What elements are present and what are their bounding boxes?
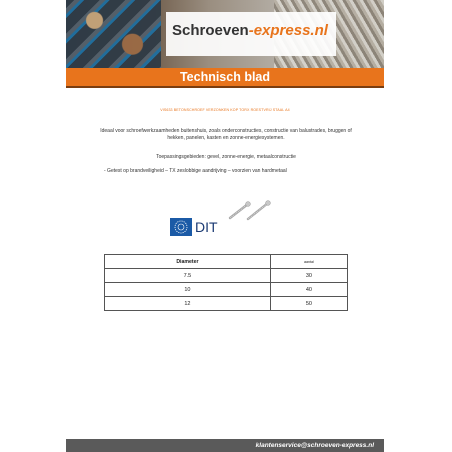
product-features: - Getest op brandveiligheid – TX zeslobbige aandrijving – voorzien van hardmetaal	[104, 168, 287, 174]
spec-table	[104, 254, 348, 311]
title-underline	[66, 86, 384, 88]
column-header-diameter: Diameter	[105, 255, 271, 269]
table-cell-diameter: 10	[105, 283, 271, 297]
screw-left	[230, 202, 250, 218]
table-row	[105, 269, 348, 283]
dit-certification-icon	[170, 218, 192, 236]
table-cell-diameter: 7.5	[105, 269, 271, 283]
title-bar	[66, 68, 384, 86]
column-header-aantal: aantal	[270, 255, 347, 269]
table-row	[105, 297, 348, 311]
table-cell-aantal: 30	[270, 269, 347, 283]
product-description: Ideaal voor schroefwerkzaamheden buitenshuis, zoals onderconstructies, constructie van balustrades, bruggen of hekken, panelen, kasten en zonne-energiesystemen.	[100, 128, 352, 141]
footer-bar	[66, 439, 384, 452]
footer-email-link[interactable]: klantenservice@schroeven-express.nl	[255, 442, 374, 449]
logo-main-text: Schroeven	[172, 22, 249, 39]
product-applications: Toepassingsgebieden: gevel, zonne-energie, metaalconstructie	[156, 154, 296, 160]
dit-certification-label: DIT	[195, 219, 218, 235]
table-row	[105, 283, 348, 297]
table-cell-aantal: 40	[270, 283, 347, 297]
table-cell-aantal: 50	[270, 297, 347, 311]
header-banner	[66, 0, 384, 68]
tools-photo	[66, 0, 161, 68]
page-title: Technisch blad	[179, 70, 271, 84]
screw-product-image	[226, 198, 272, 222]
product-subtitle: VIS633 BETONSCHROEF VERZONKEN KOP TORX ROESTVRIJ STAAL A4	[160, 108, 290, 112]
table-cell-diameter: 12	[105, 297, 271, 311]
logo	[172, 22, 328, 39]
logo-accent-text: -express.nl	[248, 22, 328, 39]
screw-right	[248, 201, 270, 219]
table-header-row	[105, 255, 348, 269]
